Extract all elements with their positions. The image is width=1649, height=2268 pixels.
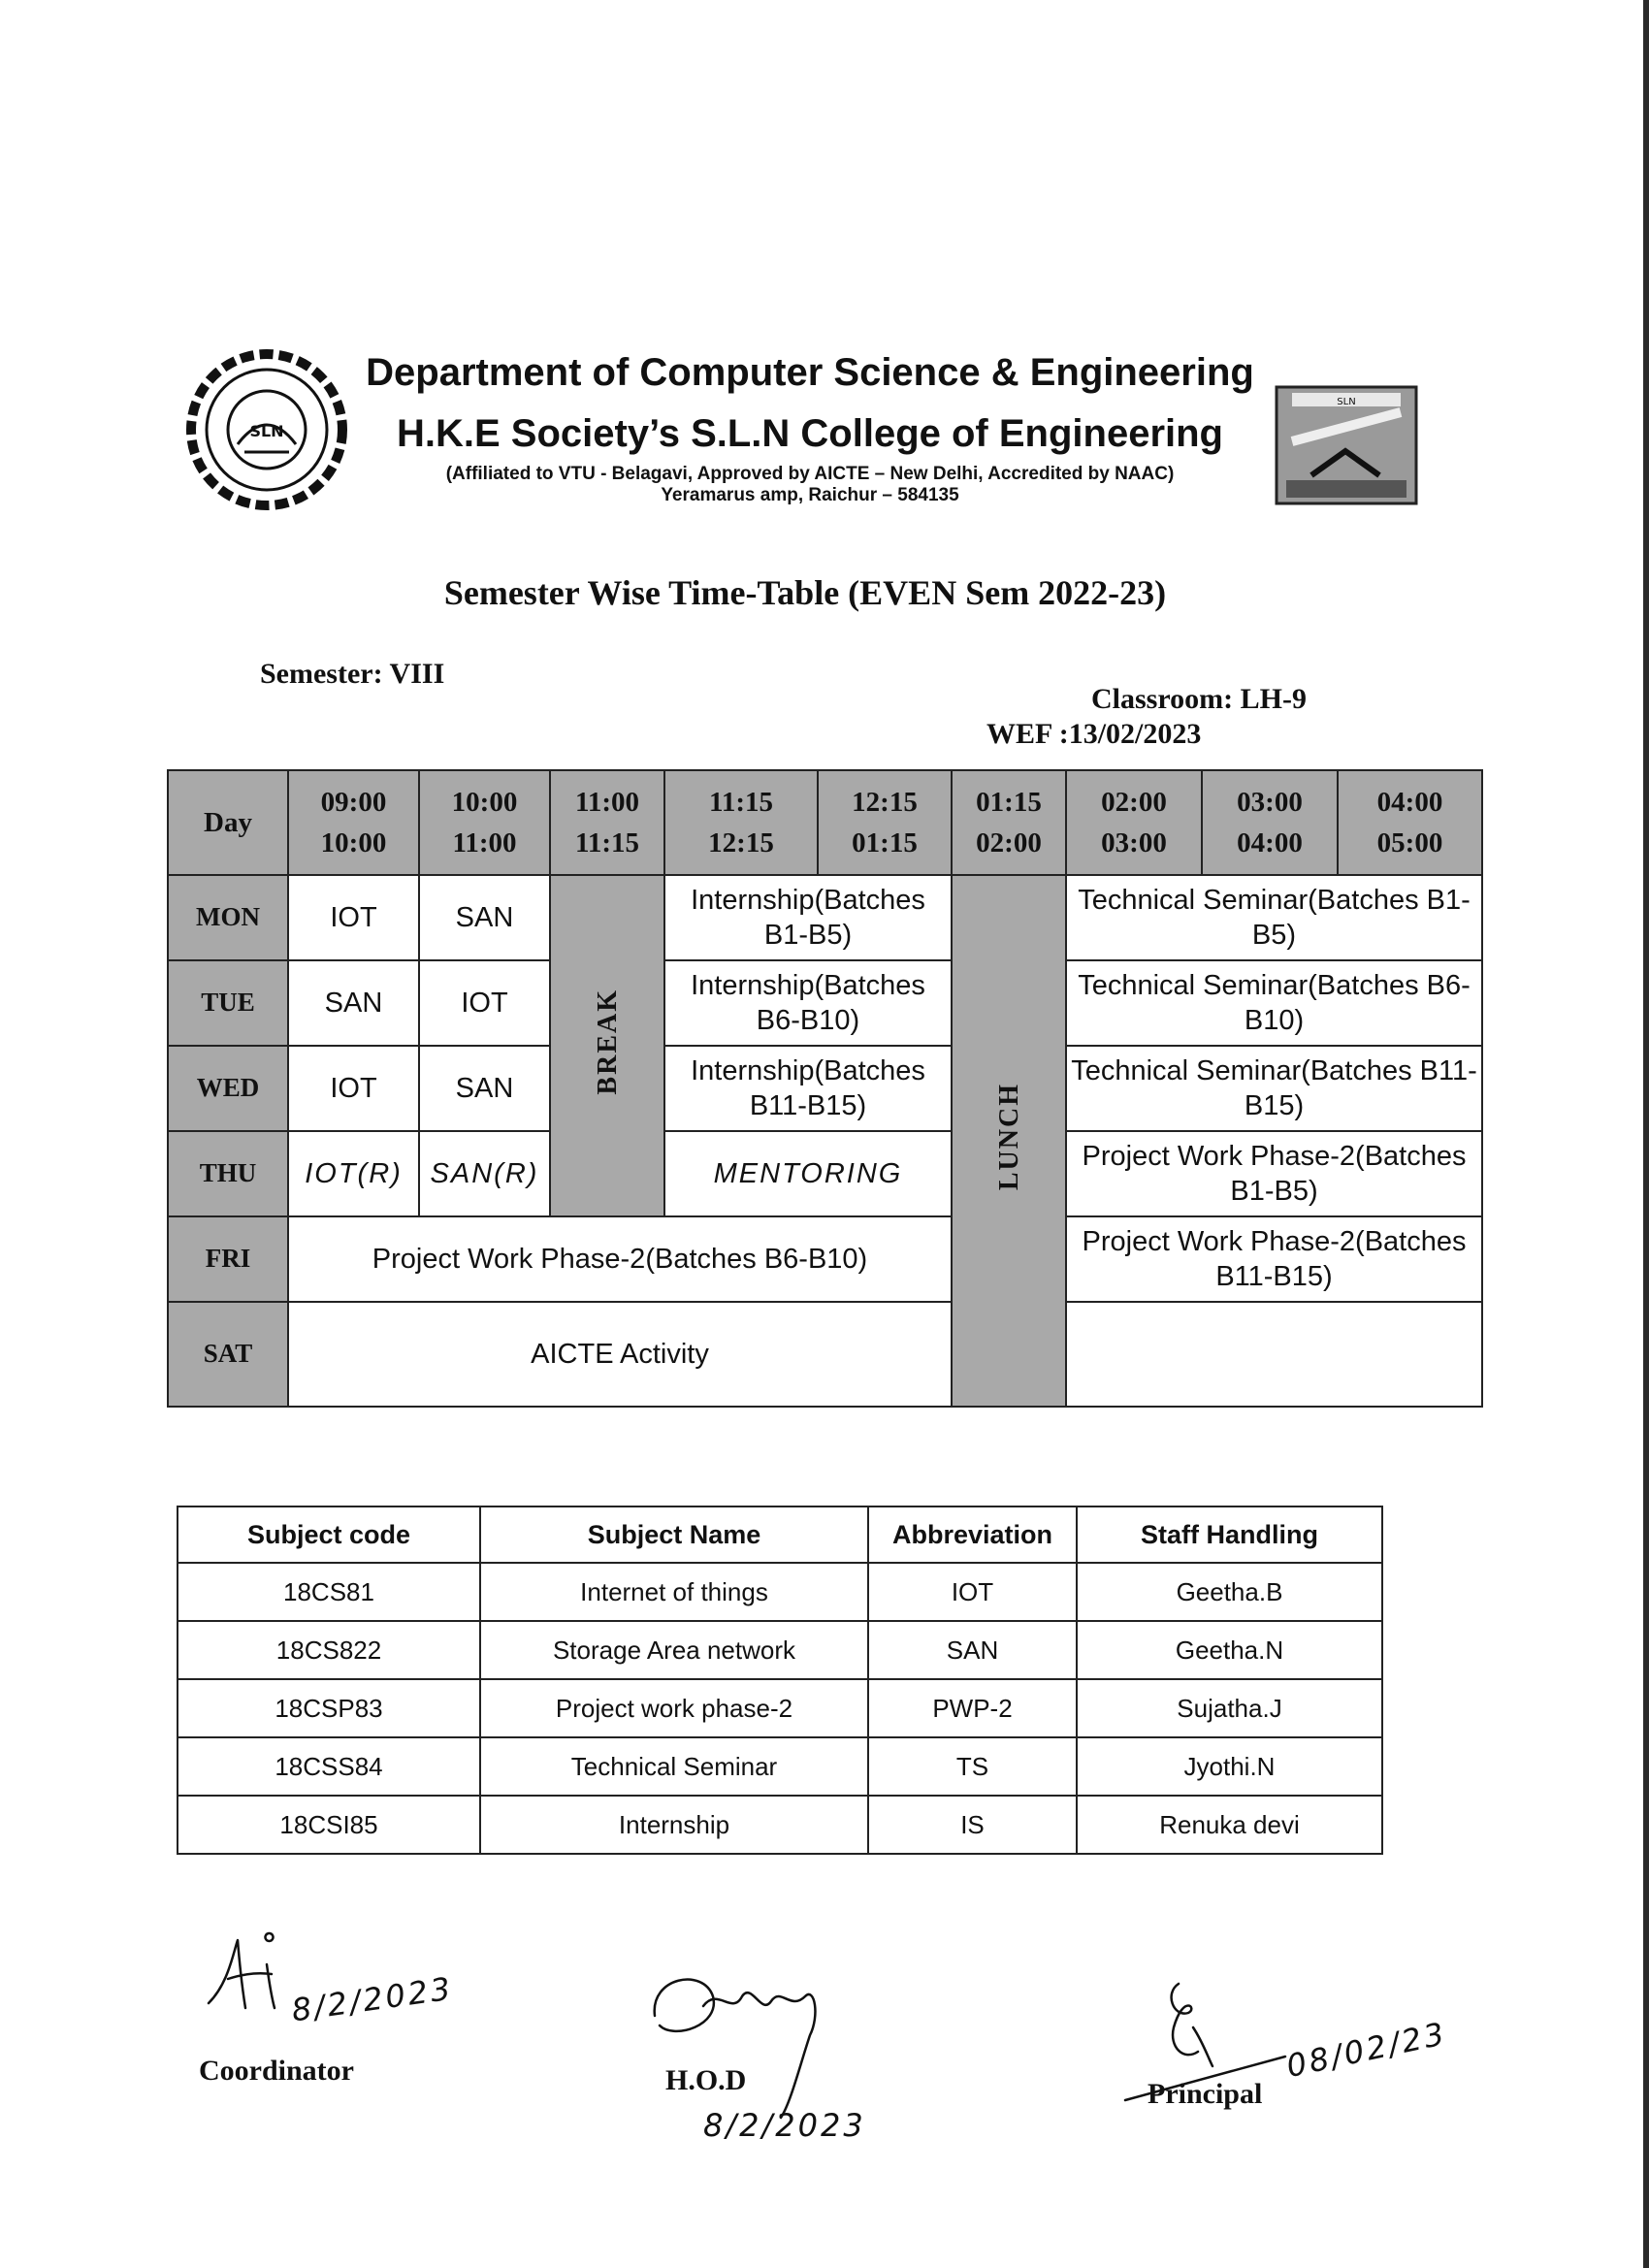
subject-name: Technical Seminar bbox=[480, 1737, 868, 1796]
period-cell: IOT bbox=[419, 960, 550, 1046]
subject-code: 18CSI85 bbox=[178, 1796, 480, 1854]
wef-date: WEF :13/02/2023 bbox=[986, 718, 1202, 750]
college-emblem-logo bbox=[184, 347, 349, 512]
mentoring-cell: MENTORING bbox=[664, 1131, 952, 1216]
afternoon-cell: Technical Seminar(Batches B6-B10) bbox=[1066, 960, 1482, 1046]
lunch-label: LUNCH bbox=[993, 1082, 1024, 1191]
day-cell: THU bbox=[168, 1131, 288, 1216]
subject-abbreviation: IS bbox=[868, 1796, 1077, 1854]
subject-staff: Geetha.N bbox=[1077, 1621, 1382, 1679]
subject-abbreviation: IOT bbox=[868, 1563, 1077, 1621]
row-thu bbox=[168, 1131, 1482, 1216]
header-slot: 04:00 05:00 bbox=[1338, 770, 1482, 875]
internship-cell: Internship(Batches B1-B5) bbox=[664, 875, 952, 960]
break-label: BREAK bbox=[592, 988, 623, 1095]
principal-date: 08/02/23 bbox=[1282, 2014, 1450, 2086]
subject-code: 18CSS84 bbox=[178, 1737, 480, 1796]
header-staff: Staff Handling bbox=[1077, 1507, 1382, 1563]
subject-code: 18CS822 bbox=[178, 1621, 480, 1679]
subject-name: Internship bbox=[480, 1796, 868, 1854]
period-cell: SAN bbox=[419, 875, 550, 960]
subject-name: Storage Area network bbox=[480, 1621, 868, 1679]
hod-date: 8/2/2023 bbox=[703, 2107, 866, 2144]
morning-cell: AICTE Activity bbox=[288, 1302, 952, 1407]
day-cell: FRI bbox=[168, 1216, 288, 1302]
address-line: Yeramarus amp, Raichur – 584135 bbox=[661, 485, 959, 505]
afternoon-cell bbox=[1066, 1302, 1482, 1407]
department-name: Department of Computer Science & Engineering bbox=[366, 351, 1254, 394]
afternoon-cell: Technical Seminar(Batches B1-B5) bbox=[1066, 875, 1482, 960]
break-band bbox=[550, 875, 664, 1216]
subject-code: 18CS81 bbox=[178, 1563, 480, 1621]
table-row bbox=[178, 1563, 1382, 1621]
period-cell: SAN bbox=[288, 960, 419, 1046]
row-tue bbox=[168, 960, 1482, 1046]
day-cell: TUE bbox=[168, 960, 288, 1046]
timetable bbox=[167, 769, 1483, 1408]
subject-staff: Renuka devi bbox=[1077, 1796, 1382, 1854]
lunch-band bbox=[952, 875, 1066, 1407]
timetable-title: Semester Wise Time-Table (EVEN Sem 2022-23) bbox=[443, 573, 1167, 612]
subject-header-row bbox=[178, 1507, 1382, 1563]
header-slot: 12:15 01:15 bbox=[818, 770, 952, 875]
period-cell: IOT(R) bbox=[288, 1131, 419, 1216]
subject-name: Project work phase-2 bbox=[480, 1679, 868, 1737]
afternoon-cell: Technical Seminar(Batches B11-B15) bbox=[1066, 1046, 1482, 1131]
header-abbreviation: Abbreviation bbox=[868, 1507, 1077, 1563]
header-subject-name: Subject Name bbox=[480, 1507, 868, 1563]
subject-abbreviation: PWP-2 bbox=[868, 1679, 1077, 1737]
hod-signature bbox=[645, 1958, 868, 2122]
day-cell: SAT bbox=[168, 1302, 288, 1407]
period-cell: IOT bbox=[288, 1046, 419, 1131]
row-wed bbox=[168, 1046, 1482, 1131]
header-slot: 11:15 12:15 bbox=[664, 770, 818, 875]
subject-code: 18CSP83 bbox=[178, 1679, 480, 1737]
morning-cell: Project Work Phase-2(Batches B6-B10) bbox=[288, 1216, 952, 1302]
timetable-header-row bbox=[168, 770, 1482, 875]
subject-table bbox=[177, 1506, 1383, 1855]
coordinator-signature bbox=[199, 1926, 306, 2023]
subject-staff: Sujatha.J bbox=[1077, 1679, 1382, 1737]
header-slot: 01:15 02:00 bbox=[952, 770, 1066, 875]
row-mon bbox=[168, 875, 1482, 960]
header-slot: 09:00 10:00 bbox=[288, 770, 419, 875]
college-crest-logo bbox=[1273, 383, 1420, 507]
subject-name: Internet of things bbox=[480, 1563, 868, 1621]
semester-label: Semester: VIII bbox=[260, 658, 445, 690]
internship-cell: Internship(Batches B6-B10) bbox=[664, 960, 952, 1046]
afternoon-cell: Project Work Phase-2(Batches B1-B5) bbox=[1066, 1131, 1482, 1216]
day-cell: MON bbox=[168, 875, 288, 960]
header-slot: 02:00 03:00 bbox=[1066, 770, 1202, 875]
header-subject-code: Subject code bbox=[178, 1507, 480, 1563]
coordinator-date: 8/2/2023 bbox=[289, 1969, 456, 2029]
subject-staff: Geetha.B bbox=[1077, 1563, 1382, 1621]
emblem-text: SLN bbox=[249, 422, 284, 440]
classroom-label: Classroom: LH-9 bbox=[1091, 683, 1307, 715]
principal-label: Principal bbox=[1148, 2078, 1263, 2110]
period-cell: SAN(R) bbox=[419, 1131, 550, 1216]
subject-abbreviation: TS bbox=[868, 1737, 1077, 1796]
header-slot: 11:00 11:15 bbox=[550, 770, 664, 875]
affiliation-line: (Affiliated to VTU - Belagavi, Approved by AICTE – New Delhi, Accredited by NAAC) bbox=[445, 464, 1175, 484]
college-name: H.K.E Society’s S.L.N College of Engineering bbox=[397, 412, 1223, 455]
table-row bbox=[178, 1737, 1382, 1796]
hod-label: H.O.D bbox=[665, 2064, 747, 2096]
table-row bbox=[178, 1679, 1382, 1737]
day-cell: WED bbox=[168, 1046, 288, 1131]
header-day: Day bbox=[168, 770, 288, 875]
table-row bbox=[178, 1621, 1382, 1679]
row-fri bbox=[168, 1216, 1482, 1302]
period-cell: SAN bbox=[419, 1046, 550, 1131]
row-sat bbox=[168, 1302, 1482, 1407]
page-edge bbox=[1643, 0, 1649, 2268]
crest-text: SLN bbox=[1337, 397, 1356, 407]
period-cell: IOT bbox=[288, 875, 419, 960]
afternoon-cell: Project Work Phase-2(Batches B11-B15) bbox=[1066, 1216, 1482, 1302]
header-slot: 10:00 11:00 bbox=[419, 770, 550, 875]
coordinator-label: Coordinator bbox=[199, 2055, 354, 2087]
subject-abbreviation: SAN bbox=[868, 1621, 1077, 1679]
table-row bbox=[178, 1796, 1382, 1854]
subject-staff: Jyothi.N bbox=[1077, 1737, 1382, 1796]
internship-cell: Internship(Batches B11-B15) bbox=[664, 1046, 952, 1131]
header-slot: 03:00 04:00 bbox=[1202, 770, 1338, 875]
